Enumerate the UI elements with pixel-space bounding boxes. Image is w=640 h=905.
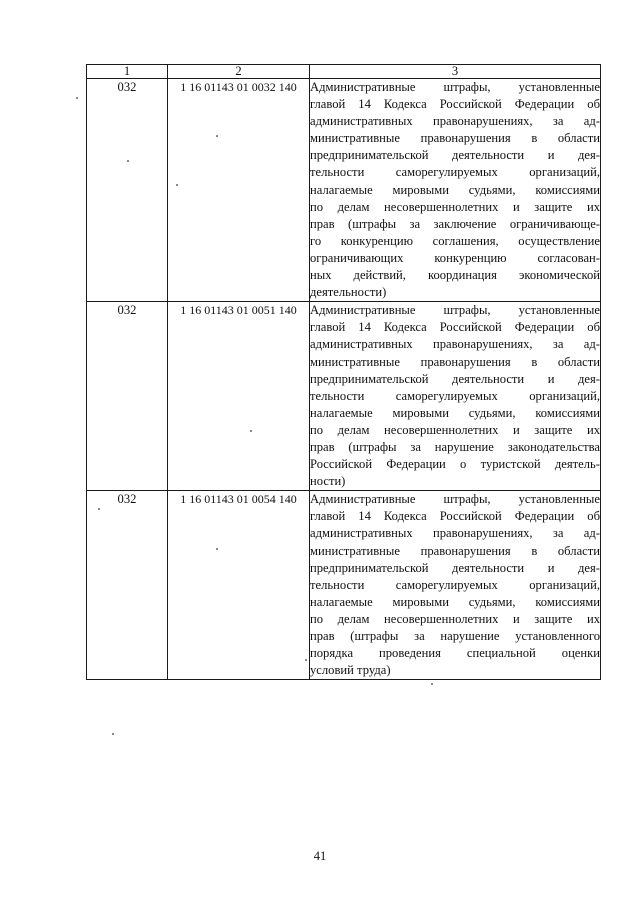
description-line: порядка проведения специальной оценки [310, 646, 600, 661]
description-line: тельности саморегулируемых организаций, [310, 388, 600, 403]
description-line: условий труда) [310, 663, 391, 678]
page-number: 41 [313, 849, 327, 863]
description-line: налагаемые мировыми судьями, комиссиями [310, 182, 600, 197]
description-line: налагаемые мировыми судьями, комиссиями [310, 594, 600, 609]
budget-classification-code-cell: 1 16 01143 01 0054 140 [168, 491, 310, 680]
admin-code-cell: 032 [87, 491, 168, 680]
scan-speck [176, 184, 178, 186]
description-line: ограничивающих конкуренцию согласован- [310, 250, 600, 265]
description-line: ных действий, координация экономической [310, 268, 600, 283]
table-row [87, 302, 601, 491]
scan-speck [98, 508, 100, 510]
description-line: Российской Федерации о туристской деятель- [310, 457, 600, 472]
table-row [87, 491, 601, 680]
description-cell [310, 491, 601, 680]
description-line: по делам несовершеннолетних и защите их [310, 422, 600, 437]
description-line: тельности саморегулируемых организаций, [310, 577, 600, 592]
description-line: Административные штрафы, установленные [310, 303, 600, 318]
admin-code-cell: 032 [87, 302, 168, 491]
description-line: административных правонарушениях, за ад- [310, 114, 600, 129]
column-header-3: 3 [310, 65, 601, 79]
description-line: прав (штрафы за нарушение законодательства [310, 439, 600, 454]
column-header-2: 2 [168, 65, 310, 79]
description-line: министративные правонарушения в области [310, 131, 600, 146]
budget-codes-table [86, 64, 601, 680]
description-cell [310, 79, 601, 302]
column-header-1: 1 [87, 65, 168, 79]
budget-classification-code-cell: 1 16 01143 01 0051 140 [168, 302, 310, 491]
description-cell [310, 302, 601, 491]
scan-speck [127, 160, 129, 162]
description-line: налагаемые мировыми судьями, комиссиями [310, 405, 600, 420]
description-line: министративные правонарушения в области [310, 543, 600, 558]
description-line: по делам несовершеннолетних и защите их [310, 199, 600, 214]
description-line: Административные штрафы, установленные [310, 80, 600, 94]
admin-code-cell: 032 [87, 79, 168, 302]
scan-speck [76, 97, 78, 99]
table-header-row [87, 65, 601, 79]
table-body [87, 79, 601, 680]
scan-speck [216, 135, 218, 137]
description-line: предпринимательской деятельности и дея- [310, 148, 600, 163]
description-line: административных правонарушениях, за ад- [310, 526, 600, 541]
table-row [87, 79, 601, 302]
description-line: деятельности) [310, 285, 387, 300]
description-line: ности) [310, 474, 346, 489]
description-line: Административные штрафы, установленные [310, 492, 600, 507]
scan-speck [305, 659, 307, 661]
description-line: предпринимательской деятельности и дея- [310, 560, 600, 575]
description-line: главой 14 Кодекса Российской Федерации об [310, 320, 600, 335]
description-line: прав (штрафы за заключение ограничивающе- [310, 216, 600, 231]
description-line: предпринимательской деятельности и дея- [310, 371, 600, 386]
scan-speck [112, 733, 114, 735]
description-line: прав (штрафы за нарушение установленного [310, 629, 600, 643]
scan-speck [250, 430, 252, 432]
description-line: го конкуренцию соглашения, осуществление [310, 233, 600, 248]
description-line: тельности саморегулируемых организаций, [310, 165, 600, 180]
description-line: административных правонарушениях, за ад- [310, 337, 600, 352]
budget-classification-code-cell: 1 16 01143 01 0032 140 [168, 79, 310, 302]
scan-speck [216, 548, 218, 550]
scan-speck [431, 683, 433, 685]
description-line: главой 14 Кодекса Российской Федерации об [310, 97, 600, 112]
description-line: министративные правонарушения в области [310, 354, 600, 369]
description-line: по делам несовершеннолетних и защите их [310, 611, 600, 626]
description-line: главой 14 Кодекса Российской Федерации об [310, 509, 600, 524]
